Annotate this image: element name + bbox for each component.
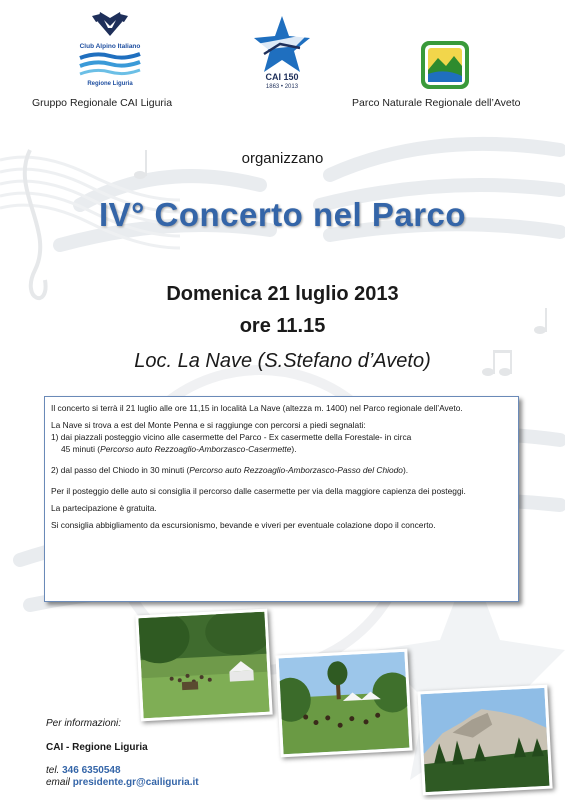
photo-mountain [417, 685, 552, 796]
parco-aveto-logo [420, 40, 470, 90]
route-2-text: 2) dal passo del Chiodo in 30 minuti ( [51, 465, 190, 475]
cai-logo-line2: Regione Liguria [87, 81, 133, 87]
org-parco-label: Parco Naturale Regionale dell’Aveto [352, 97, 521, 109]
cai-150-years: 1863 • 2013 [265, 84, 299, 90]
event-location: Loc. La Nave (S.Stefano d’Aveto) [134, 350, 431, 372]
event-date: Domenica 21 luglio 2013 [166, 283, 399, 305]
organize-text: organizzano [241, 150, 324, 167]
route-1-note: Percorso auto Rezzoaglio-Amborzasco-Casermette [100, 444, 292, 454]
email-label: email [46, 777, 70, 788]
info-paragraph-parking: Per il posteggio delle auto si consiglia il percorso dalle casermette per via della maggiore capienza dei posteggi. [51, 486, 466, 496]
email-address[interactable]: presidente.gr@cailiguria.it [72, 777, 199, 788]
contact-phone-row [46, 765, 121, 776]
route-2-end: ). [402, 465, 409, 475]
route-1 [51, 431, 512, 455]
info-paragraph-venue: Il concerto si terrà il 21 luglio alle ore 11,15 in località La Nave (altezza m. 1400) nel Parco regionale dell’Aveto. [51, 403, 463, 413]
cai-150-label: CAI 150 [265, 72, 299, 82]
route-1-time: 45 minuti ( [61, 444, 101, 454]
route-1-end: ). [291, 444, 297, 454]
cai-150-logo [250, 14, 314, 90]
info-box [44, 396, 519, 602]
event-time: ore 11.15 [239, 315, 326, 337]
photo-meadow-concert [135, 609, 272, 722]
contact-info-label: Per informazioni: [46, 718, 122, 729]
info-paragraph-access: La Nave si trova a est del Monte Penna e si raggiunge con percorsi a piedi segnalati: [51, 420, 366, 430]
event-title: IV° Concerto nel Parco [98, 196, 467, 233]
cai-logo-line1: Club Alpino Italiano [79, 43, 141, 50]
contact-org: CAI - Regione Liguria [46, 742, 148, 753]
phone-number[interactable]: 346 6350548 [62, 765, 121, 776]
photo-crowd-tents [275, 649, 412, 758]
cai-liguria-logo [72, 8, 148, 90]
org-cai-label: Gruppo Regionale CAI Liguria [32, 97, 173, 109]
route-2 [51, 464, 512, 476]
contact-email-row [46, 777, 199, 788]
info-paragraph-clothing: Si consiglia abbigliamento da escursionismo, bevande e viveri per eventuale colazione dopo il concerto. [51, 520, 436, 530]
route-2-note: Percorso auto Rezzoaglio-Amborzasco-Passo del Chiodo [189, 465, 403, 475]
phone-label: tel. [46, 765, 60, 776]
info-paragraph-free: La partecipazione è gratuita. [51, 503, 157, 513]
route-1-text: 1) dai piazzali posteggio vicino alle casermette del Parco - Ex casermette della Forestale- in circa [51, 432, 412, 442]
